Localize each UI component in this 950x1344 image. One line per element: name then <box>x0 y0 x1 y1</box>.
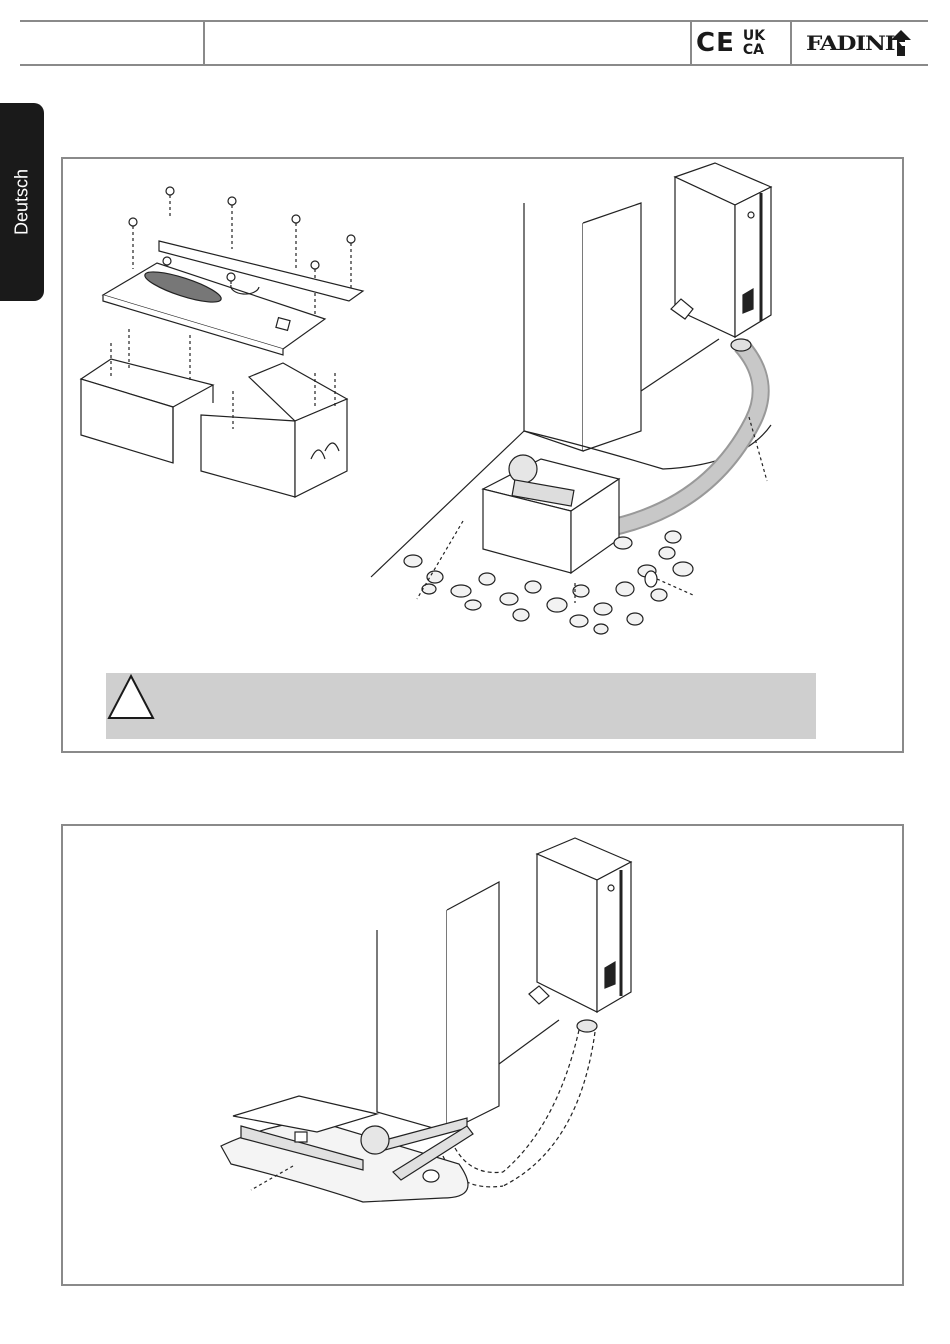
warning-triangle-icon <box>106 673 156 721</box>
header-divider <box>690 22 692 64</box>
certification-marks <box>696 24 786 62</box>
language-label: Deutsch <box>11 168 32 236</box>
header-divider <box>203 22 205 64</box>
foundation-frame-illustration <box>63 826 906 1288</box>
ukca-mark-bottom: CA <box>742 42 764 58</box>
figure-foundation-box <box>61 157 904 753</box>
ce-mark: CE <box>696 28 735 58</box>
language-tab <box>0 103 44 301</box>
ukca-mark-top: UK <box>742 28 766 44</box>
brand-logo <box>806 28 915 58</box>
brand-name: FADINI <box>806 31 895 55</box>
warning-band <box>106 673 816 739</box>
page-header <box>20 20 928 66</box>
foundation-box-illustration <box>63 159 906 755</box>
figure-foundation-frame <box>61 824 904 1286</box>
ukca-mark <box>743 29 765 57</box>
header-divider <box>790 22 792 64</box>
